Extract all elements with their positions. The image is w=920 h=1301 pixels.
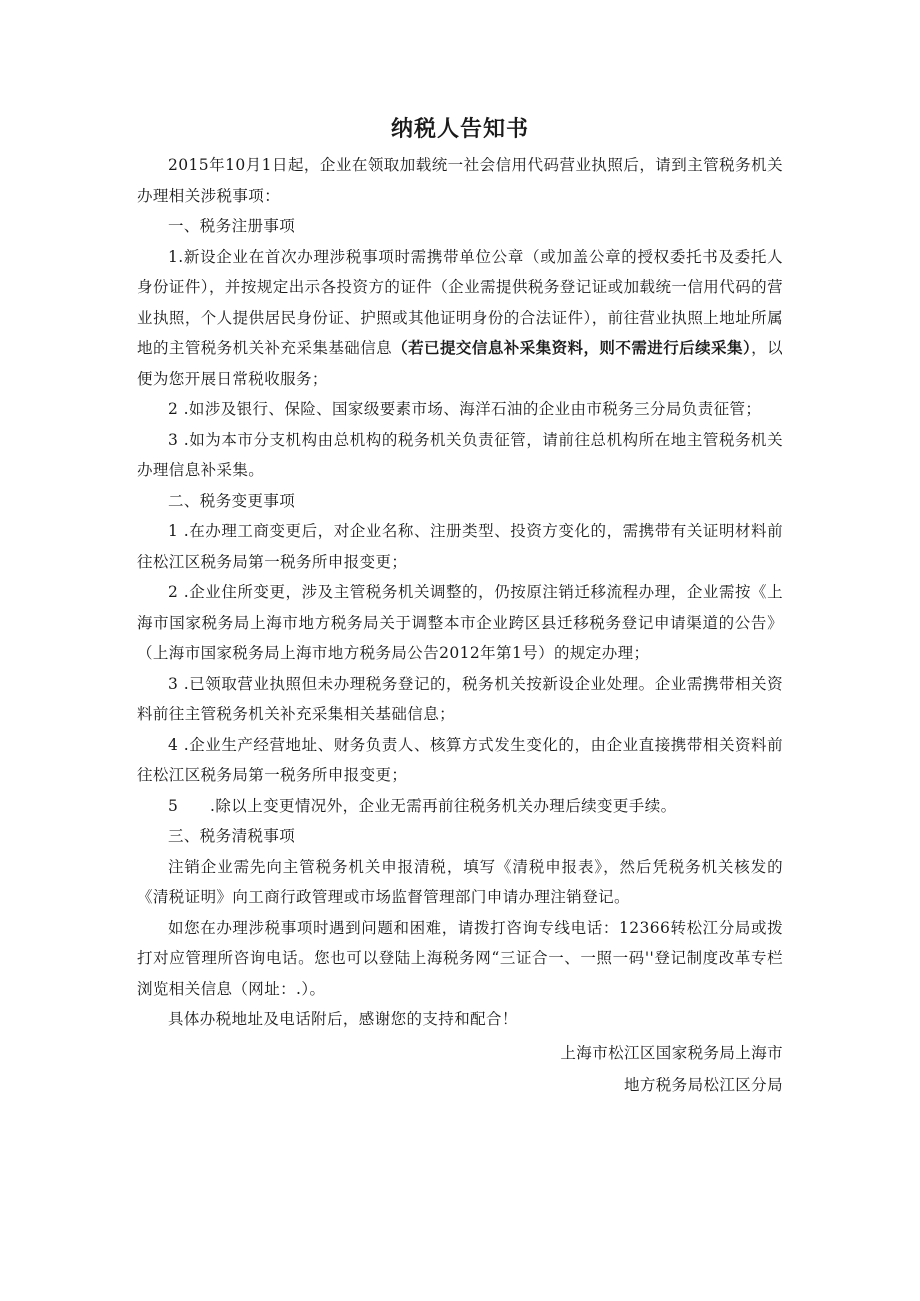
signature-block <box>137 1037 783 1101</box>
document-title: 纳税人告知书 <box>390 116 529 142</box>
section3-body: 注销企业需先向主管税务机关申报清税，填写《清税申报表》，然后凭税务机关核发的《清税证明》向工商行政管理或市场监督管理部门申请办理注销登记。 <box>137 857 783 906</box>
section1-item-1-tail: ，以便为您开展日常税收服务； <box>137 339 784 388</box>
section2-item-3: 3 .已领取营业执照但未办理税务登记的，税务机关按新设企业处理。企业需携带相关资料前往主管税务机关补充采集相关基础信息； <box>137 674 783 723</box>
section3-heading: 三、税务清税事项 <box>168 827 296 845</box>
signature-line-1: 上海市松江区国家税务局上海市 <box>560 1043 783 1062</box>
contact-paragraph: 如您在办理涉税事项时遇到问题和困难，请拨打咨询专线电话：12366转松江分局或拨打对应管理所咨询电话。您也可以登陆上海税务网“三证合一、一照一码''登记制度改革专栏浏览相关信息（网址：.）。 <box>137 918 783 998</box>
closing-paragraph: 具体办税地址及电话附后，感谢您的支持和配合！ <box>168 1010 518 1028</box>
notice-document <box>137 112 783 1101</box>
section1-item-1 <box>137 242 783 395</box>
section1-item-2: 2 .如涉及银行、保险、国家级要素市场、海洋石油的企业由市税务三分局负责征管； <box>168 400 762 418</box>
section1-item-1-text: 1.新设企业在首次办理涉税事项时需携带单位公章（或加盖公章的授权委托书及委托人身份证件），并按规定出示各投资方的证件（企业需提供税务登记证或加载统一信用代码的营业执照，个人提供居民身份证、护照或其他证明身份的合法证件），前往营业执照上地址所属地的主管税务机关补充采集基础信息 <box>137 247 783 357</box>
section1-item-3: 3 .如为本市分支机构由总机构的税务机关负责征管，请前往总机构所在地主管税务机关办理信息补采集。 <box>137 430 783 479</box>
section2-item-2: 2 .企业住所变更，涉及主管税务机关调整的，仍按原注销迁移流程办理，企业需按《上海市国家税务局上海市地方税务局关于调整本市企业跨区县迁移税务登记申请渠道的公告》（上海市国家税务局上海市地方税务局公告2012年第1号）的规定办理； <box>137 583 783 662</box>
section1-item-1-bold-note: （若已提交信息补采集资料，则不需进行后续采集） <box>392 338 752 357</box>
section2-heading: 二、税务变更事项 <box>168 491 296 510</box>
section2-item-5: 5 .除以上变更情况外，企业无需再前往税务机关办理后续变更手续。 <box>168 796 677 815</box>
signature-line-2: 地方税务局松江区分局 <box>623 1075 783 1094</box>
section2-item-1: 1 .在办理工商变更后，对企业名称、注册类型、投资方变化的，需携带有关证明材料前往松江区税务局第一税务所申报变更； <box>137 522 783 571</box>
intro-paragraph: 2015年10月1日起，企业在领取加载统一社会信用代码营业执照后，请到主管税务机关办理相关涉税事项： <box>137 156 783 205</box>
section2-item-4: 4 .企业生产经营地址、财务负责人、核算方式发生变化的，由企业直接携带相关资料前往松江区税务局第一税务所申报变更； <box>137 735 783 784</box>
section1-heading: 一、税务注册事项 <box>168 217 296 235</box>
